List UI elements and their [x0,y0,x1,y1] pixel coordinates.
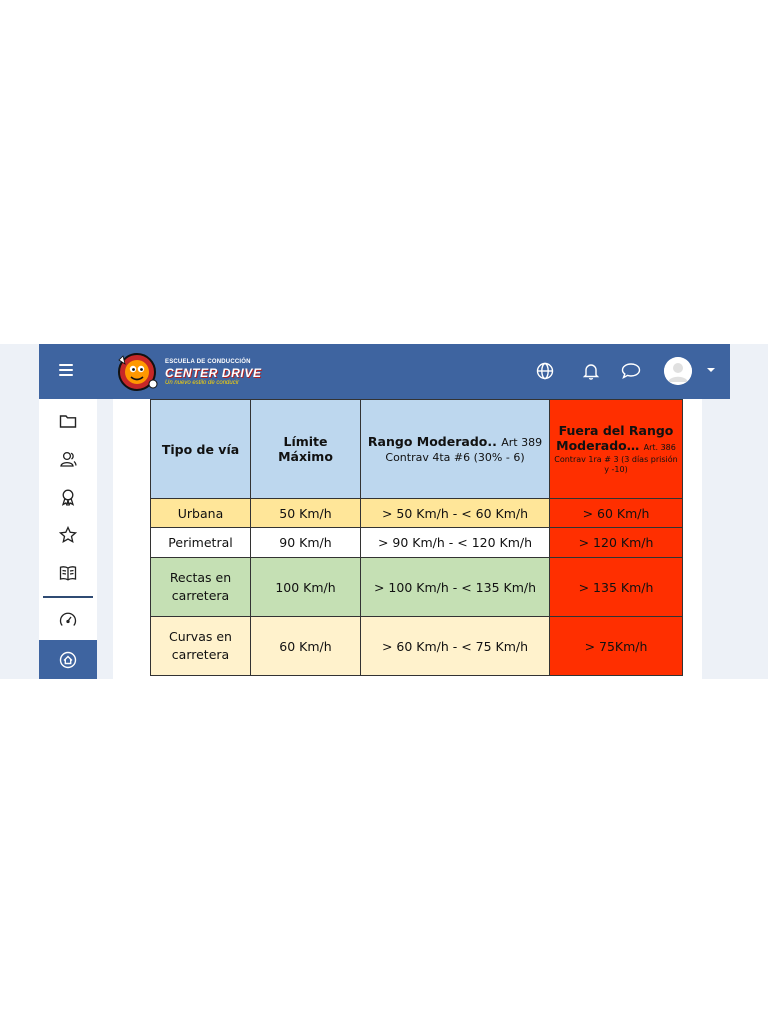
logo-mascot-icon [115,350,159,394]
cell-tipo: Urbana [151,499,251,528]
home-icon [59,651,77,669]
main-content [113,399,702,679]
table-row [151,558,683,617]
logo-subtitle: ESCUELA DE CONDUCCIÓN [165,358,251,365]
sidebar-divider [43,596,93,598]
app-window [0,344,768,679]
folder-icon [59,413,77,429]
cell-fuera: > 60 Km/h [550,499,683,528]
brand-logo[interactable] [115,350,262,394]
header-fuera [550,400,683,499]
top-navbar [39,344,730,399]
cell-fuera: > 120 Km/h [550,528,683,558]
sidebar-item-favorites[interactable] [39,517,97,553]
cell-rango: > 90 Km/h - < 120 Km/h [361,528,550,558]
sidebar-item-users[interactable] [39,441,97,477]
logo-tagline: Un nuevo estilo de conducir [165,379,240,386]
users-icon [59,450,77,468]
cell-limite: 50 Km/h [251,499,361,528]
user-avatar[interactable] [664,357,692,385]
cell-limite: 90 Km/h [251,528,361,558]
bell-icon[interactable] [580,360,602,382]
cell-limite: 60 Km/h [251,617,361,676]
cell-tipo [151,558,251,617]
table-row [151,528,683,558]
header-limite: Límite Máximo [251,400,361,499]
cell-fuera: > 75Km/h [550,617,683,676]
sidebar [39,399,97,679]
cell-rango: > 60 Km/h - < 75 Km/h [361,617,550,676]
cell-rango: > 50 Km/h - < 60 Km/h [361,499,550,528]
speed-limits-table [150,399,683,676]
header-fuera-art: Art. 386 [643,443,676,452]
star-icon [59,526,77,544]
logo-title: CENTER DRIVE [165,365,262,380]
table-row [151,499,683,528]
cell-fuera: > 135 Km/h [550,558,683,617]
award-icon [59,488,77,506]
chat-icon[interactable] [620,360,642,382]
header-rango-sub: Contrav 4ta #6 (30% - 6) [385,451,525,464]
sidebar-item-courses[interactable] [39,555,97,591]
table-header-row [151,400,683,499]
caret-down-icon[interactable] [707,368,715,372]
header-fuera-sub: Contrav 1ra # 3 (3 días prisión y -10) [554,455,678,474]
sidebar-item-folder[interactable] [39,403,97,439]
globe-icon[interactable] [534,360,556,382]
header-tipo: Tipo de vía [151,400,251,499]
menu-icon[interactable] [59,364,73,376]
cell-tipo [151,617,251,676]
table-row [151,617,683,676]
sidebar-item-home[interactable] [39,640,97,679]
header-fuera-title: Fuera del Rango Moderado… [556,423,674,453]
sidebar-item-dashboard[interactable] [39,602,97,638]
cell-rango: > 100 Km/h - < 135 Km/h [361,558,550,617]
header-rango-title: Rango Moderado.. [367,434,497,449]
cell-limite: 100 Km/h [251,558,361,617]
speedometer-icon [59,611,77,629]
sidebar-item-awards[interactable] [39,479,97,515]
cell-tipo-text: Curvas en carretera [169,629,232,662]
book-icon [59,565,77,581]
cell-tipo: Perimetral [151,528,251,558]
header-rango-art: Art 389 [501,436,543,449]
header-rango [361,400,550,499]
cell-tipo-text: Rectas en carretera [169,570,232,603]
